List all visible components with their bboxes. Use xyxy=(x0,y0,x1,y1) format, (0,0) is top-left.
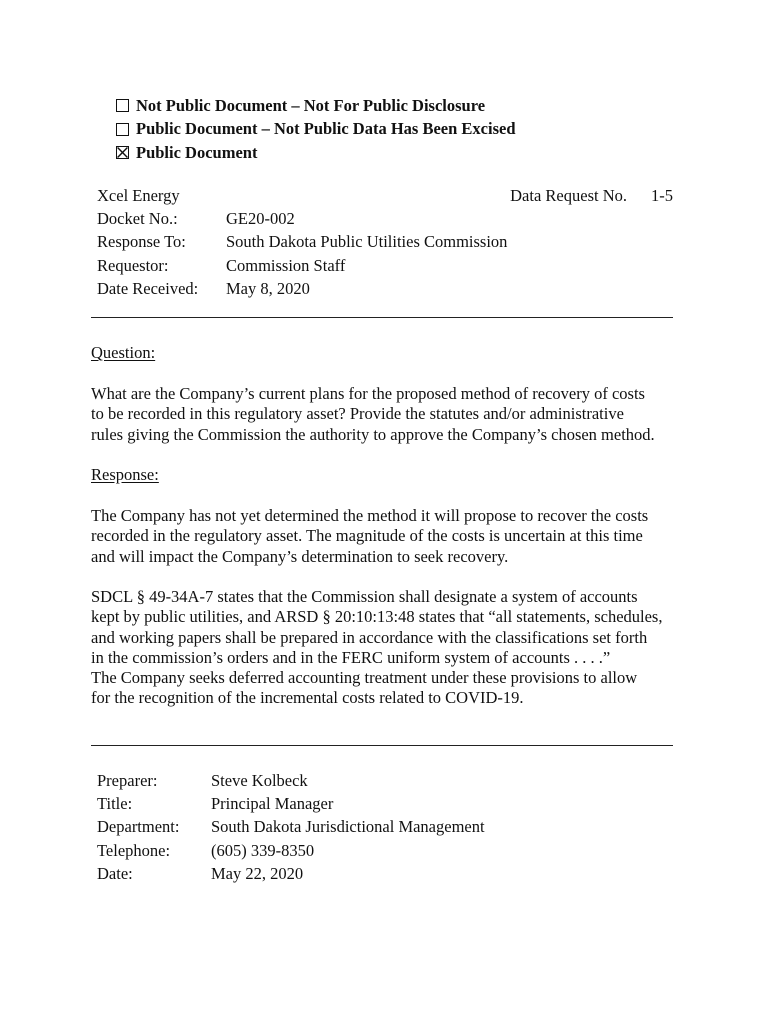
text-line: for the recognition of the incremental costs related to COVID-19. xyxy=(91,688,524,708)
text-line: What are the Company’s current plans for the proposed method of recovery of costs xyxy=(91,384,645,403)
telephone-row xyxy=(97,839,657,862)
text-line: kept by public utilities, and ARSD § 20:10:13:48 states that “all statements, schedules, xyxy=(91,607,663,627)
response-paragraph-1 xyxy=(91,506,681,567)
preparer-value: Steve Kolbeck xyxy=(211,770,308,790)
telephone-value: (605) 339-8350 xyxy=(211,840,315,860)
classification-label: Public Document – Not Public Data Has Been Excised xyxy=(136,119,516,139)
data-request-number: 1-5 xyxy=(651,185,673,205)
text-line: rules giving the Commission the authority to approve the Company’s chosen method. xyxy=(91,424,655,444)
response-section xyxy=(91,465,681,485)
question-heading: Question: xyxy=(91,343,156,362)
header-row-requestor xyxy=(97,254,673,277)
text-line: and working papers shall be prepared in accordance with the classifications set forth xyxy=(91,627,648,647)
classification-label: Not Public Document – Not For Public Disclosure xyxy=(136,95,486,115)
preparer-row xyxy=(97,769,657,792)
preparer-block xyxy=(97,769,657,885)
text-line: recorded in the regulatory asset. The magnitude of the costs is uncertain at this time xyxy=(91,526,643,546)
date-row xyxy=(97,862,657,885)
text-line: to be recorded in this regulatory asset? Provide the statutes and/or administrative xyxy=(91,404,624,424)
preparer-label: Preparer: xyxy=(97,770,158,790)
header-label: Date Received: xyxy=(97,279,199,299)
checked-checkbox-icon xyxy=(116,146,129,159)
header-value: Commission Staff xyxy=(226,255,346,275)
header-row-date-received xyxy=(97,278,673,301)
response-paragraph-2 xyxy=(91,587,681,709)
header-row-response-to xyxy=(97,231,673,254)
unchecked-checkbox-icon xyxy=(116,99,129,112)
header-value: South Dakota Public Utilities Commission xyxy=(226,232,508,252)
question-section xyxy=(91,343,681,363)
classification-public xyxy=(116,141,676,165)
text-line: SDCL § 49-34A-7 states that the Commission shall designate a system of accounts xyxy=(91,587,638,606)
classification-not-public xyxy=(116,94,676,118)
request-header xyxy=(97,184,673,301)
header-label: Docket No.: xyxy=(97,209,178,229)
classification-label: Public Document xyxy=(136,142,258,162)
text-line: in the commission’s orders and in the FERC uniform system of accounts . . . .” xyxy=(91,647,611,667)
response-heading: Response: xyxy=(91,465,159,484)
header-label: Requestor: xyxy=(97,255,169,275)
header-value: GE20-002 xyxy=(226,209,295,229)
divider-bottom xyxy=(91,745,673,746)
title-value: Principal Manager xyxy=(211,793,334,813)
department-value: South Dakota Jurisdictional Management xyxy=(211,817,485,837)
date-label: Date: xyxy=(97,863,133,883)
department-label: Department: xyxy=(97,817,180,837)
title-row xyxy=(97,792,657,815)
header-value: May 8, 2020 xyxy=(226,279,310,299)
company-name: Xcel Energy xyxy=(97,185,180,205)
date-value: May 22, 2020 xyxy=(211,863,304,883)
question-text xyxy=(91,384,681,445)
header-label: Response To: xyxy=(97,232,186,252)
classification-list xyxy=(116,94,676,165)
text-line: and will impact the Company’s determination to seek recovery. xyxy=(91,546,509,566)
telephone-label: Telephone: xyxy=(97,840,171,860)
classification-public-excised xyxy=(116,118,676,142)
department-row xyxy=(97,816,657,839)
title-label: Title: xyxy=(97,793,133,813)
header-row-docket xyxy=(97,207,673,230)
header-company-row xyxy=(97,184,673,207)
data-request-label: Data Request No. xyxy=(510,185,627,205)
text-line: The Company seeks deferred accounting treatment under these provisions to allow xyxy=(91,668,638,688)
unchecked-checkbox-icon xyxy=(116,123,129,136)
text-line: The Company has not yet determined the method it will propose to recover the costs xyxy=(91,506,649,525)
divider-top xyxy=(91,317,673,318)
